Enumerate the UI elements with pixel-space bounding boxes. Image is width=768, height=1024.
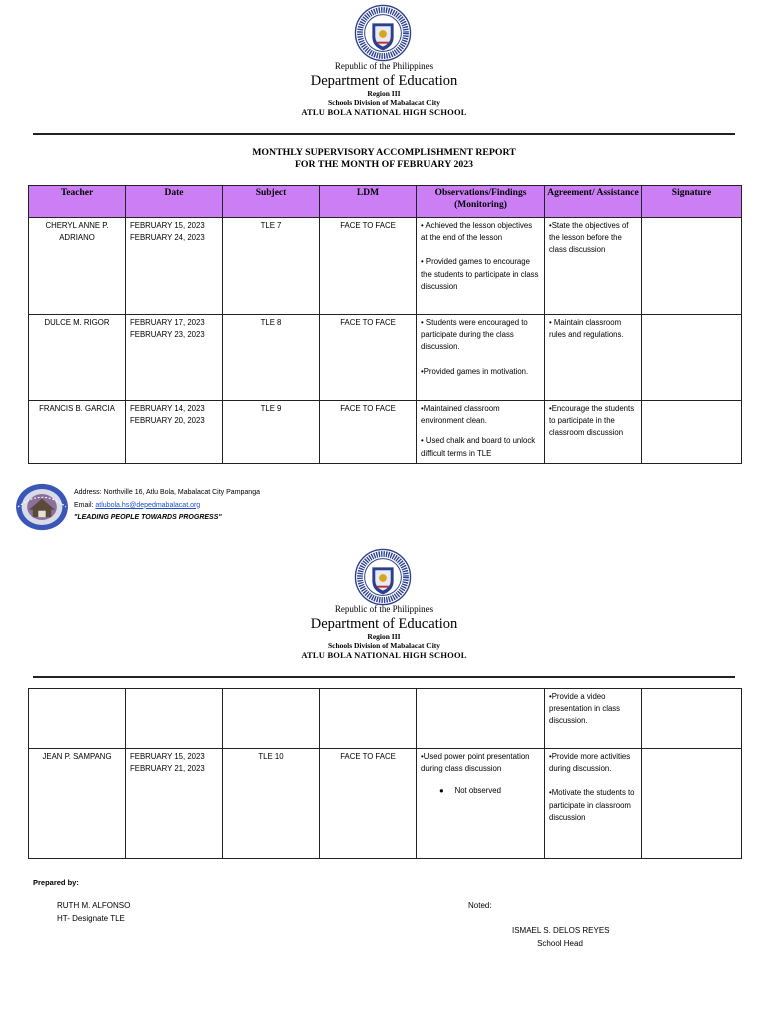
- date-cell: [126, 401, 223, 464]
- report-table-continued: [28, 688, 742, 859]
- noted-label: Noted:: [468, 901, 492, 910]
- signature-cell[interactable]: [642, 401, 742, 464]
- address-text: Address: Northville 16, Atlu Bola, Mabalacat City Pampanga: [74, 489, 260, 496]
- date-cell: [126, 218, 223, 315]
- observation-item: •Maintained classroom environment clean.: [421, 404, 500, 426]
- table-row: [29, 401, 742, 464]
- table-row: [29, 749, 742, 859]
- observations-cell: [417, 749, 545, 859]
- teacher-cell: JEAN P. SAMPANG: [29, 749, 126, 859]
- school-head-block: [512, 924, 608, 950]
- table-header-row: [29, 186, 742, 218]
- col-header-teacher: Teacher: [29, 186, 126, 218]
- observations-cell: [417, 218, 545, 315]
- report-title-line: MONTHLY SUPERVISORY ACCOMPLISHMENT REPORT: [252, 147, 516, 158]
- department-text: Department of Education: [310, 616, 458, 632]
- deped-seal: [354, 4, 412, 62]
- republic-text: Republic of the Philippines: [334, 61, 434, 71]
- preparer-name: RUTH M. ALFONSO: [57, 901, 131, 910]
- observations-cell: [417, 401, 545, 464]
- letterhead: [0, 604, 768, 661]
- observation-item: •Provided games in motivation.: [421, 366, 529, 376]
- ldm-cell: FACE TO FACE: [320, 401, 417, 464]
- col-header-date: Date: [126, 186, 223, 218]
- subject-cell: TLE 7: [223, 218, 320, 315]
- agreement-item: •Motivate the students to participate in classroom discussion: [549, 788, 635, 822]
- observation-item: • Provided games to encourage the students to participate in class discussion: [421, 257, 539, 291]
- date-cell: [126, 749, 223, 859]
- agreement-item: •Provide more activities during discussion.: [549, 752, 631, 774]
- school-logo-icon: [14, 482, 70, 532]
- date-1: FEBRUARY 15, 2023: [130, 221, 205, 230]
- region-text: Region III: [367, 632, 401, 641]
- date-2: FEBRUARY 20, 2023: [130, 416, 205, 426]
- agreement-cell: [545, 689, 642, 749]
- ldm-cell: FACE TO FACE: [320, 749, 417, 859]
- observation-item: • Achieved the lesson objectives at the end of the lesson: [421, 221, 533, 243]
- school-name: ATLU BOLA NATIONAL HIGH SCHOOL: [301, 107, 467, 117]
- email-label: Email:: [74, 501, 94, 509]
- school-head-title: School Head: [537, 939, 583, 948]
- col-header-subject: Subject: [223, 186, 320, 218]
- division-text: Schools Division of Mabalacat City: [327, 641, 441, 650]
- header-rule: [33, 133, 735, 135]
- prepared-by-label: Prepared by:: [33, 878, 79, 887]
- col-header-signature: Signature: [642, 186, 742, 218]
- table-row: [29, 689, 742, 749]
- department-text: Department of Education: [310, 73, 458, 89]
- signature-cell[interactable]: [642, 689, 742, 749]
- email-link[interactable]: atlubola.hs@depedmabalacat.org: [95, 501, 201, 509]
- col-header-agreement: Agreement/ Assistance: [545, 186, 642, 218]
- date-cell: [126, 689, 223, 749]
- observation-item: •Used power point presentation during class discussion: [421, 752, 530, 774]
- ldm-cell: FACE TO FACE: [320, 315, 417, 401]
- signature-cell[interactable]: [642, 218, 742, 315]
- agreement-item: •Provide a video presentation in class discussion.: [549, 692, 621, 726]
- agreement-item: •Encourage the students to participate in the classroom discussion: [549, 404, 635, 438]
- page-footer: [14, 480, 334, 536]
- date-1: FEBRUARY 15, 2023: [130, 752, 205, 761]
- header-rule: [33, 676, 735, 678]
- date-2: FEBRUARY 21, 2023: [130, 764, 205, 774]
- observation-sub-item: [421, 785, 540, 797]
- table-row: [29, 315, 742, 401]
- observation-item: • Used chalk and board to unlock difficult terms in TLE: [421, 436, 536, 458]
- report-table: [28, 185, 742, 464]
- subject-cell: TLE 8: [223, 315, 320, 401]
- ldm-cell: [320, 689, 417, 749]
- republic-text: Republic of the Philippines: [334, 604, 434, 614]
- bullet-dot-icon: ●: [439, 786, 444, 796]
- motto-text: "LEADING PEOPLE TOWARDS PROGRESS": [74, 514, 222, 521]
- report-title: [0, 147, 768, 171]
- observation-item: • Students were encouraged to participate during the class discussion.: [421, 318, 528, 352]
- observation-sub-text: Not observed: [454, 786, 501, 796]
- date-2: FEBRUARY 24, 2023: [130, 233, 205, 243]
- signature-cell[interactable]: [642, 749, 742, 859]
- date-2: FEBRUARY 23, 2023: [130, 330, 205, 340]
- observations-cell: [417, 315, 545, 401]
- agreement-cell: [545, 315, 642, 401]
- observations-cell: [417, 689, 545, 749]
- date-cell: [126, 315, 223, 401]
- region-text: Region III: [367, 89, 401, 98]
- report-subtitle-line: FOR THE MONTH OF FEBRUARY 2023: [294, 159, 474, 170]
- teacher-cell: [29, 689, 126, 749]
- preparer-title: HT- Designate TLE: [57, 914, 125, 923]
- teacher-cell: FRANCIS B. GARCIA: [29, 401, 126, 464]
- teacher-cell: DULCE M. RIGOR: [29, 315, 126, 401]
- teacher-cell: CHERYL ANNE P. ADRIANO: [29, 218, 126, 315]
- col-header-observations: Observations/Findings (Monitoring): [417, 186, 545, 218]
- footer-contact: [74, 487, 260, 525]
- agreement-item: • Maintain classroom rules and regulations.: [549, 318, 624, 340]
- ldm-cell: FACE TO FACE: [320, 218, 417, 315]
- table-row: [29, 218, 742, 315]
- preparer-block: [57, 899, 130, 925]
- date-1: FEBRUARY 17, 2023: [130, 318, 205, 327]
- subject-cell: TLE 9: [223, 401, 320, 464]
- agreement-cell: [545, 401, 642, 464]
- agreement-cell: [545, 749, 642, 859]
- deped-seal: [354, 548, 412, 606]
- col-header-ldm: LDM: [320, 186, 417, 218]
- agreement-item: •State the objectives of the lesson before the class discussion: [549, 221, 629, 255]
- date-1: FEBRUARY 14, 2023: [130, 404, 205, 413]
- signature-cell[interactable]: [642, 315, 742, 401]
- subject-cell: TLE 10: [223, 749, 320, 859]
- school-head-name: ISMAEL S. DELOS REYES: [512, 926, 610, 935]
- email-line: [74, 500, 260, 513]
- school-name: ATLU BOLA NATIONAL HIGH SCHOOL: [301, 650, 467, 660]
- division-text: Schools Division of Mabalacat City: [327, 98, 441, 107]
- subject-cell: [223, 689, 320, 749]
- agreement-cell: [545, 218, 642, 315]
- letterhead: [0, 61, 768, 118]
